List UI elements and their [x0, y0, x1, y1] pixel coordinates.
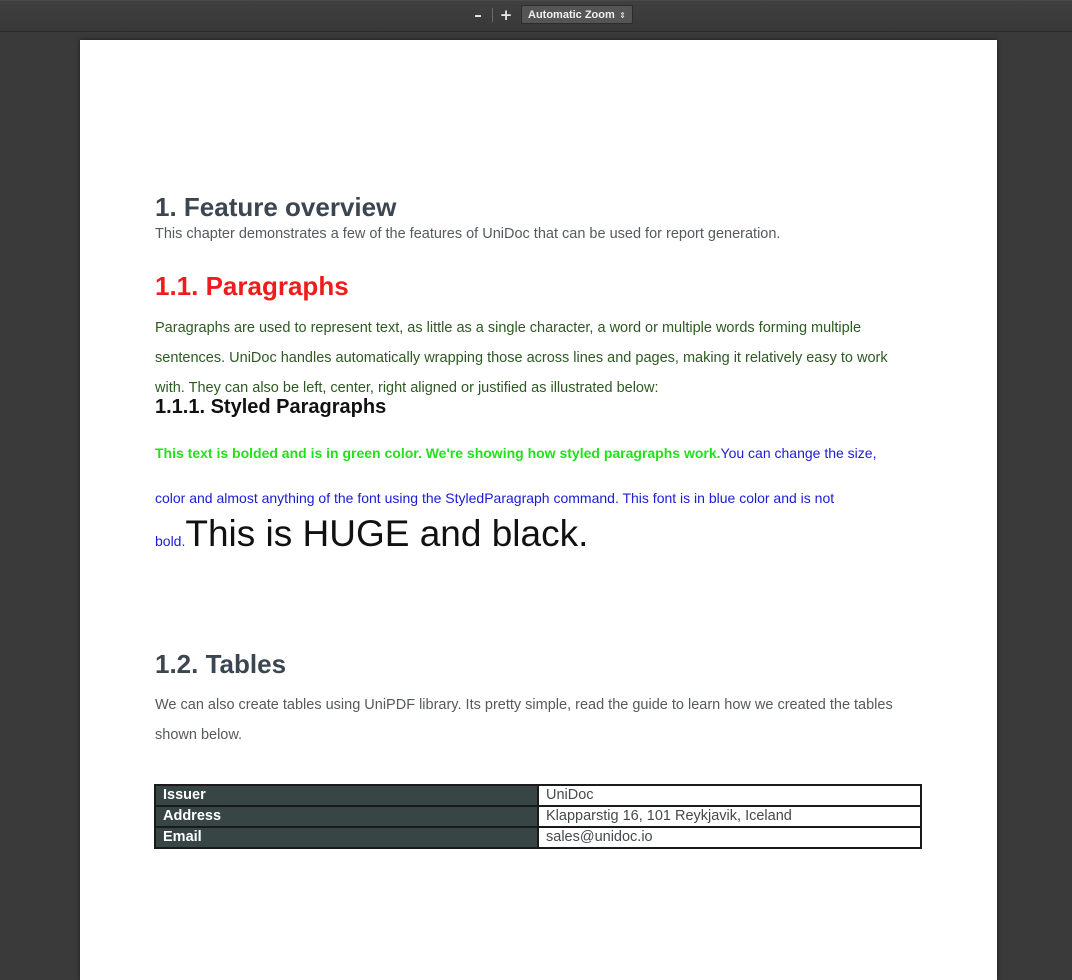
zoom-level-select[interactable] — [521, 5, 633, 24]
green-bold-text: This text is bolded and is in green color. We're showing how styled paragraphs work. — [155, 445, 721, 461]
paragraph-line: shown below. — [155, 727, 243, 743]
section-heading-styled-paragraphs: 1.1.1. Styled Paragraphs — [155, 396, 387, 418]
table-key-cell: Issuer — [155, 785, 538, 806]
info-table — [154, 784, 922, 849]
section-heading-feature-overview: 1. Feature overview — [155, 192, 397, 222]
zoom-out-button[interactable]: – — [474, 6, 482, 24]
styled-paragraph-line-3 — [155, 513, 588, 555]
paragraph-line: with. They can also be left, center, right aligned or justified as illustrated below: — [155, 380, 659, 396]
pdf-viewer-toolbar — [0, 0, 1072, 32]
table-key-cell: Email — [155, 827, 538, 848]
blue-text: You can change the size, — [720, 445, 877, 461]
select-arrows-icon: ⇕ — [619, 11, 626, 20]
document-page — [80, 40, 997, 980]
table-value-cell: UniDoc — [538, 785, 921, 806]
table-row — [155, 806, 921, 827]
blue-text: bold. — [155, 533, 186, 549]
section-intro: This chapter demonstrates a few of the features of UniDoc that can be used for report generation. — [155, 226, 781, 242]
table-value-cell: sales@unidoc.io — [538, 827, 921, 848]
styled-paragraph-line-1 — [155, 445, 876, 463]
paragraph-line: We can also create tables using UniPDF library. Its pretty simple, read the guide to learn how we created the tables — [155, 697, 893, 713]
section-heading-paragraphs: 1.1. Paragraphs — [155, 271, 349, 301]
paragraph-line: Paragraphs are used to represent text, as little as a single character, a word or multiple words forming multiple — [155, 320, 862, 336]
section-heading-tables: 1.2. Tables — [155, 649, 287, 679]
zoom-in-button[interactable]: + — [499, 6, 513, 24]
huge-black-text: This is HUGE and black. — [185, 513, 589, 554]
table-value-cell: Klapparstig 16, 101 Reykjavik, Iceland — [538, 806, 921, 827]
toolbar-separator — [492, 8, 493, 22]
styled-paragraph-line-2: color and almost anything of the font using the StyledParagraph command. This font is in blue color and is not — [155, 490, 835, 506]
table-row — [155, 785, 921, 806]
paragraph-line: sentences. UniDoc handles automatically wrapping those across lines and pages, making it relatively easy to work — [155, 350, 888, 366]
table-key-cell: Address — [155, 806, 538, 827]
zoom-level-value: Automatic Zoom — [528, 9, 615, 21]
table-row — [155, 827, 921, 848]
